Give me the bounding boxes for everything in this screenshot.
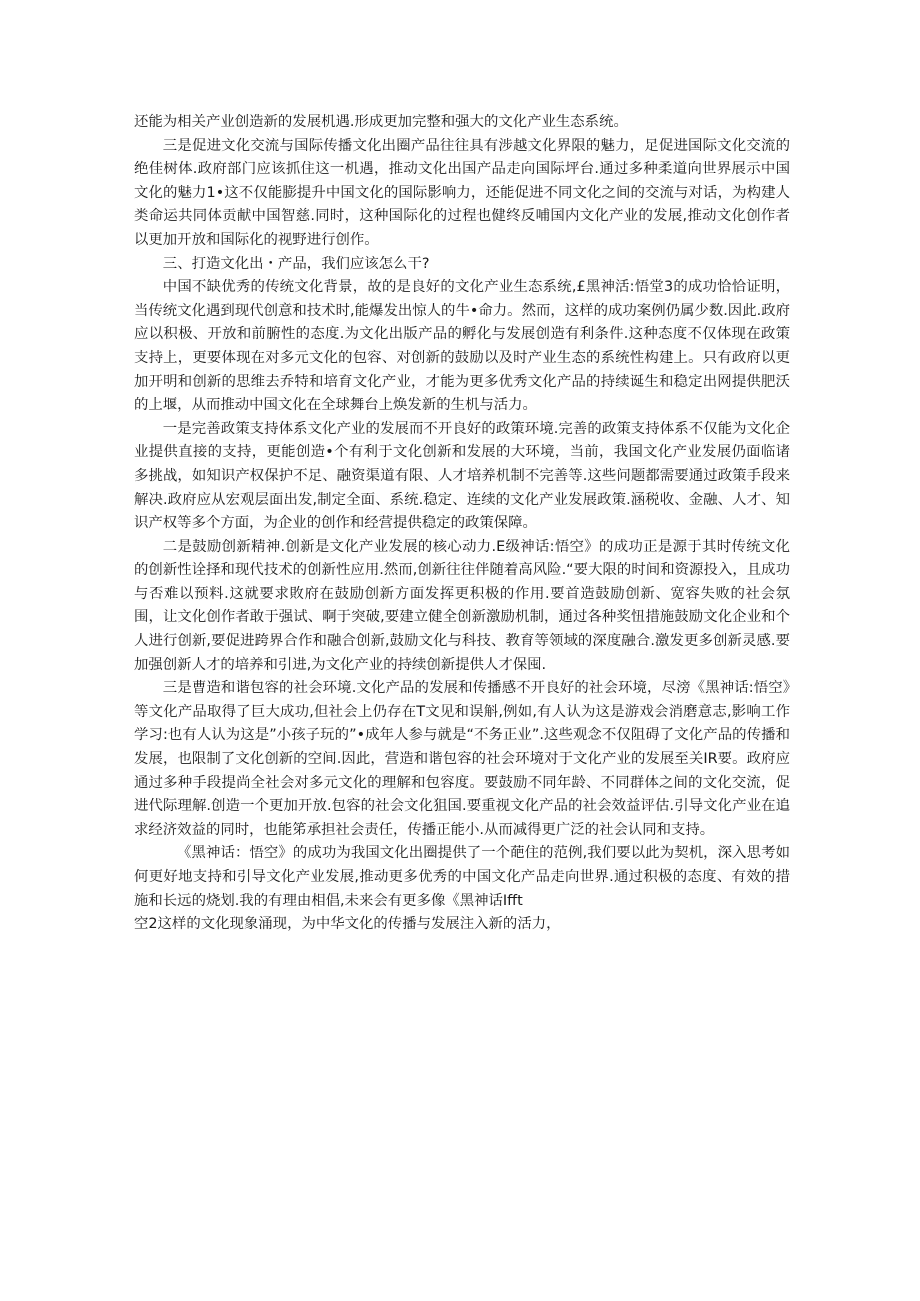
paragraph-international-exchange: 三是促进文化交流与国际传播文化出圈产品往往具有涉越文化界限的魅力，足促进国际文化交流的绝佳树体.政府部门应该抓住这一机遇，推动文化出国产品走向国际坪台.通过多种柔道向世界展示中国文化的魅力1•这不仅能膨提升中国文化的国际影响力，还能促进不同文化之间的交流与对话，为构建人类命运共同体贡献中国智慈.同时，这种国际化的过程也健终反哺国内文化产业的发展,推动文化创作者以更加开放和国际化的视野进行创作。: [134, 137, 790, 248]
paragraph-conclusion: 《黑神话：悟空》的成功为我国文化出圈提供了一个葩住的范例,我们要以此为契机，深入思考如何更好地支持和引导文化产业发展,推动更多优秀的中国文化产品走向世界.通过积极的态度、有效的措施和长远的烧划.我的有理由相倡,未来会有更多像《黑神话Ifft: [134, 845, 790, 909]
paragraph-conclusion-tail: 空2这样的文化现象涌现，为中华文化的传播与发展注入新的活力，: [134, 916, 561, 933]
paragraph-policy-support: 一是完善政策支持体系文化产业的发展而不开良好的政策环境.完善的政策支持体系不仅能为文化企业提供直接的支持，更能创造•个有利于文化创新和发展的大环境，当前，我国文化产业发展仍面临诸多挑战，如知识产权保护不足、融资渠道有限、人才培养机制不完善等.这些问题都需要通过政策手段来解决.政府应从宏观层面出发,制定全面、系统.稳定、连续的文化产业发展政策.涵税收、金融、人才、知识产权等多个方面，为企业的创作和经营提供稳定的政策保障。: [134, 420, 790, 532]
paragraph-social-environment: 三是曹造和谐包容的社会环境.文化产品的发展和传播感不开良好的社会环境，尽滂《黑神话:悟空》等文化产品取得了巨大成功,但社会上仍存在T文见和误斛,例如,有人认为这是游戏会消磨意志,影响工作学习:也有人认为这是”小孩子玩的”•成年人参与就是“不务正业”.这些观念不仅阻碍了文化产品的传播和发展，也限制了文化创新的空间.因此，营造和谐包容的社会环境对于文化产业的发展至关IR要。政府应通过多种手段提尚全社会对多元文化的理解和包容度。要鼓励不同年龄、不同群体之间的文化交流，促进代际理解.创造一个更加开放.包容的社会文化狙国.要重视文化产品的社会效益评估.引导文化产业在追求经济效益的同时，也能笫承担社会责任，传播正能小.从而减得更广泛的社会认同和支持。: [134, 680, 790, 838]
section-heading: 三、打造文化出・产品，我们应该怎么干?: [162, 255, 430, 272]
document-body: [134, 111, 790, 937]
paragraph-innovation: 二是鼓励创新精神.创新是文化产业发展的核心动力.E级神话:悟空》的成功正是源于其时传统文化的创新性诠择和现代技术的创新性应用.然而,创新往往伴随着高风险.“要大限的时间和资源投入，且成功与否难以预料.这就要求敗府在鼓励创新方面发挥更积极的作用.要首造鼓励创新、宽容失败的社会氛围，让文化创作者敢于强试、啊于突破,要建立健全创新激励机制，通过各种奖忸措施鼓励文化企业和个人进行创新,要促进跨界合作和融合创新,鼓励文化与科技、教育等领域的深度融合.激发更多创新灵感.要加强创新人才的培养和引进,为文化产业的持续创新提供人才保囤.: [134, 538, 790, 673]
paragraph-ecosystem: 中国不缺优秀的传统文化背景，故的是良好的文化产业生态系统,£黑神活:悟堂3的成功恰恰证明，当传统文化遇到现代创意和技术时,能爆发出惊人的牛•命力。然而，这样的成功案例仍属少数.因此.政府应以积极、开放和前腑性的态度.为文化出版产品的孵化与发展创造有利条件.这种态度不仅体现在政策支持上，更要体现在对多元文化的包容、对创新的鼓励以及时产业生态的系统性构建上。只有政府以更加开明和创新的思维去乔特和培育文化产业，才能为更多优秀文化产品的持续诞生和稳定出网提供肥沃的上堰，从而推动中国文化在全球舞台上焕发新的生机与活力。: [134, 279, 790, 414]
paragraph-continuation: 还能为相关产业创造新的发展机遇.形成更加完整和强大的文化产业生态系统。: [134, 114, 628, 130]
